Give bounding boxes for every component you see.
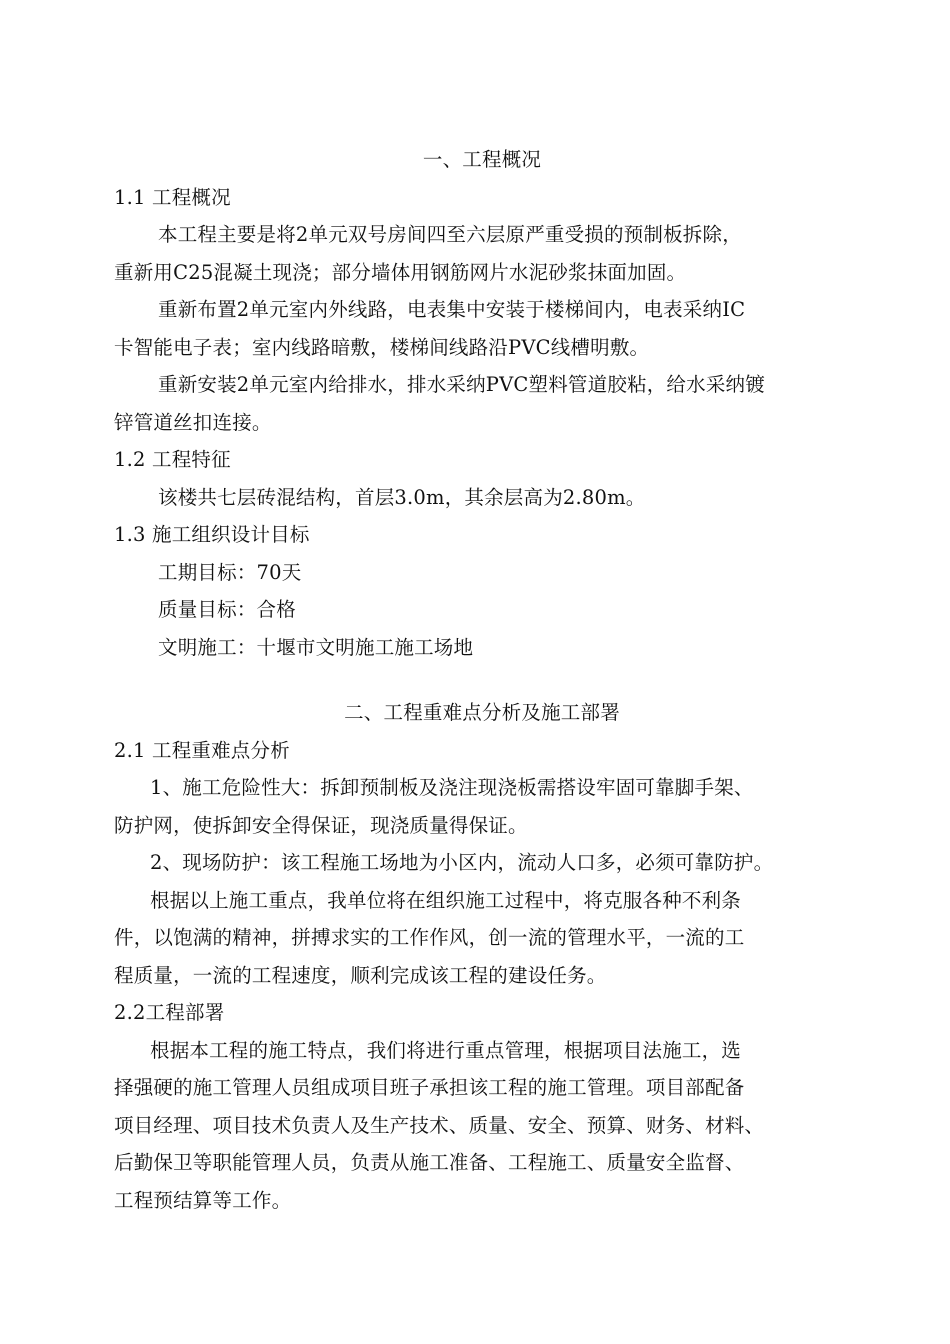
- paragraph-line: 1、施工危险性大：拆卸预制板及浇注现浇板需搭设牢固可靠脚手架、: [150, 776, 754, 799]
- subsection-2-2-title: 2.2工程部署: [114, 1001, 225, 1024]
- paragraph-line: 本工程主要是将2单元双号房间四至六层原严重受损的预制板拆除，: [158, 223, 742, 246]
- paragraph-line: 锌管道丝扣连接。: [114, 410, 272, 434]
- paragraph-line: 择强硬的施工管理人员组成项目班子承担该工程的施工管理。项目部配备: [114, 1076, 745, 1099]
- paragraph-line: 卡智能电子表；室内线路暗敷，楼梯间线路沿PVC线槽明敷。: [114, 335, 650, 359]
- target-item-schedule: 工期目标：70天: [158, 560, 302, 584]
- subsection-1-1-title: 1.1 工程概况: [114, 185, 231, 209]
- paragraph-line: 根据本工程的施工特点，我们将进行重点管理，根据项目法施工，选: [150, 1038, 742, 1062]
- paragraph-line: 重新安装2单元室内给排水，排水采纳PVC塑料管道胶粘，给水采纳镀: [158, 373, 765, 396]
- section-gap: [114, 666, 850, 694]
- paragraph-line: 项目经理、项目技术负责人及生产技术、质量、安全、预算、财务、材料、: [114, 1113, 765, 1137]
- subsection-2-1-title: 2.1 工程重难点分析: [114, 738, 290, 762]
- subsection-1-3-title: 1.3 施工组织设计目标: [114, 523, 310, 546]
- paragraph-line: 工程预结算等工作。: [114, 1188, 292, 1212]
- target-item-civilized: 文明施工：十堰市文明施工施工场地: [158, 635, 474, 659]
- paragraph-line: 程质量，一流的工程速度，顺利完成该工程的建设任务。: [114, 963, 607, 987]
- paragraph-line: 根据以上施工重点，我单位将在组织施工过程中，将克服各种不利条: [150, 888, 742, 912]
- subsection-1-2-title: 1.2 工程特征: [114, 448, 231, 471]
- paragraph-line: 后勤保卫等职能管理人员，负责从施工准备、工程施工、质量安全监督、: [114, 1151, 745, 1174]
- section-2-title: 二、工程重难点分析及施工部署: [344, 701, 620, 724]
- target-item-quality: 质量目标：合格: [158, 598, 296, 621]
- paragraph-line: 2、现场防护：该工程施工场地为小区内，流动人口多，必须可靠防护。: [150, 851, 774, 874]
- document-page: [114, 141, 850, 1219]
- paragraph-line: 防护网，使拆卸安全得保证，现浇质量得保证。: [114, 813, 528, 837]
- section-1-title: 一、工程概况: [422, 148, 542, 171]
- paragraph-line: 重新用C25混凝土现浇；部分墙体用钢筋网片水泥砂浆抹面加固。: [114, 260, 687, 284]
- paragraph-line: 重新布置2单元室内外线路，电表集中安装于楼梯间内，电表采纳IC: [158, 298, 746, 321]
- paragraph-line: 该楼共七层砖混结构，首层3.0m，其余层高为2.80m。: [158, 485, 646, 509]
- paragraph-line: 件，以饱满的精神，拼搏求实的工作作风，创一流的管理水平，一流的工: [114, 926, 745, 949]
